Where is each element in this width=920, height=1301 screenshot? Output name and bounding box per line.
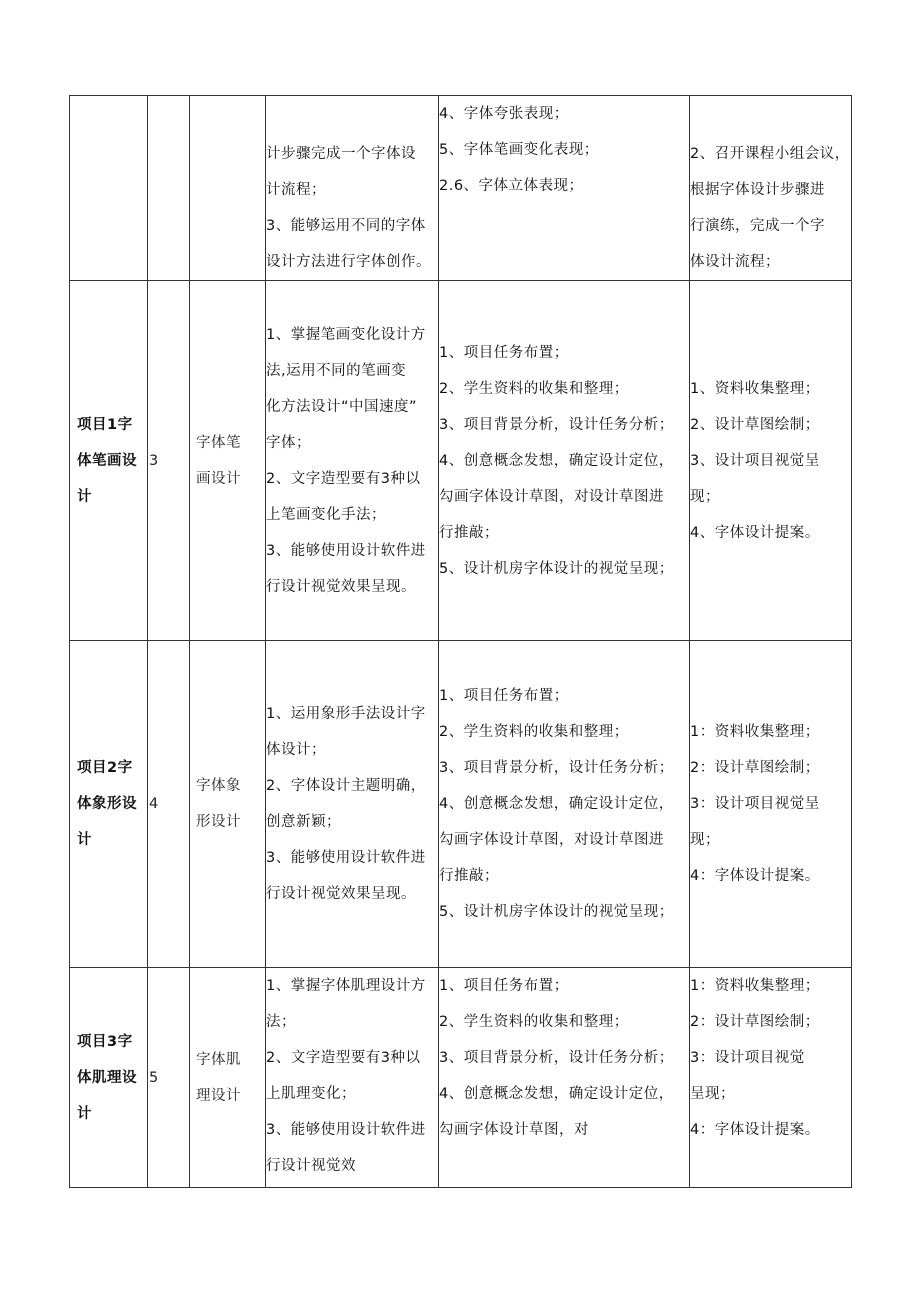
methods-cell-line: 2、召开课程小组会议， bbox=[690, 146, 850, 162]
project-name-cell bbox=[70, 96, 148, 281]
goals-cell-line: 3、能够使用设计软件进 bbox=[266, 850, 426, 866]
hours-cell: 3 bbox=[148, 281, 190, 641]
tasks-cell-line: 2.6、字体立体表现； bbox=[439, 178, 584, 194]
methods-cell-line: 3：设计项目视觉 bbox=[690, 1050, 805, 1066]
methods-cell-line: 现； bbox=[690, 488, 720, 505]
topic-cell: 字体笔画设计 bbox=[190, 281, 266, 641]
methods-cell-line: 呈现； bbox=[690, 1086, 735, 1102]
topic-cell bbox=[190, 96, 266, 281]
goals-cell-line: 体设计； bbox=[266, 742, 326, 758]
goals-cell-line: 化方法设计“中国速度” bbox=[266, 398, 418, 415]
methods-cell-line: 3：设计项目视觉呈 bbox=[690, 796, 820, 812]
topic-cell: 字体肌理设计 bbox=[190, 968, 266, 1188]
tasks-cell-line: 行推敲； bbox=[439, 524, 499, 541]
methods-cell-line: 1、资料收集整理； bbox=[690, 380, 820, 397]
table-body bbox=[70, 96, 852, 1188]
tasks-cell-line: 4、创意概念发想，确定设计定位， bbox=[439, 452, 674, 469]
topic-cell: 字体象形设计 bbox=[190, 641, 266, 968]
tasks-cell-line: 2、学生资料的收集和整理； bbox=[439, 380, 629, 397]
goals-cell-line: 1、掌握笔画变化设计方 bbox=[266, 326, 426, 343]
tasks-cell-line: 勾画字体设计草图，对 bbox=[439, 1122, 589, 1138]
tasks-cell-line: 2、学生资料的收集和整理； bbox=[439, 1014, 629, 1030]
goals-cell-line: 3、能够使用设计软件进 bbox=[266, 1122, 426, 1138]
goals-cell-line: 设计方法进行字体创作。 bbox=[266, 254, 431, 270]
tasks-cell-line: 2、学生资料的收集和整理； bbox=[439, 724, 629, 740]
methods-cell-line: 3、设计项目视觉呈 bbox=[690, 452, 820, 469]
goals-cell-line: 行设计视觉效 bbox=[266, 1158, 356, 1174]
tasks-cell-line: 勾画字体设计草图，对设计草图进 bbox=[439, 488, 664, 505]
methods-cell-line: 1：资料收集整理； bbox=[690, 978, 820, 994]
methods-cell-line: 2：设计草图绘制； bbox=[690, 1014, 820, 1030]
goals-cell-line: 行设计视觉效果呈现。 bbox=[266, 578, 416, 595]
table-row bbox=[70, 96, 852, 281]
tasks-cell-line: 5、字体笔画变化表现； bbox=[439, 142, 599, 158]
goals-cell bbox=[266, 281, 439, 641]
tasks-cell-line: 行推敲； bbox=[439, 868, 499, 884]
table-row bbox=[70, 641, 852, 968]
methods-cell-line: 2、设计草图绘制； bbox=[690, 416, 820, 433]
table-row bbox=[70, 281, 852, 641]
goals-cell-line: 上肌理变化； bbox=[266, 1086, 356, 1102]
hours-cell: 4 bbox=[148, 641, 190, 968]
goals-cell-line: 1、运用象形手法设计字 bbox=[266, 706, 426, 722]
tasks-cell bbox=[439, 96, 690, 281]
methods-cell bbox=[690, 641, 852, 968]
goals-cell-line: 字体； bbox=[266, 434, 311, 451]
tasks-cell-line: 3、项目背景分析，设计任务分析； bbox=[439, 416, 674, 433]
hours-cell bbox=[148, 96, 190, 281]
goals-cell-line: 2、字体设计主题明确， bbox=[266, 778, 426, 794]
goals-cell-line: 2、文字造型要有3种以 bbox=[266, 470, 421, 487]
goals-cell-line: 上笔画变化手法； bbox=[266, 506, 386, 523]
hours-cell: 5 bbox=[148, 968, 190, 1188]
goals-cell-line: 3、能够使用设计软件进 bbox=[266, 542, 426, 559]
methods-cell bbox=[690, 281, 852, 641]
methods-cell-line: 体设计流程； bbox=[690, 254, 780, 270]
goals-cell bbox=[266, 96, 439, 281]
goals-cell-line: 3、能够运用不同的字体 bbox=[266, 218, 426, 234]
methods-cell-line: 4、字体设计提案。 bbox=[690, 524, 820, 541]
methods-cell bbox=[690, 968, 852, 1188]
tasks-cell-line: 4、创意概念发想，确定设计定位， bbox=[439, 1086, 674, 1102]
goals-cell-line: 行设计视觉效果呈现。 bbox=[266, 886, 416, 902]
curriculum-table bbox=[69, 95, 852, 1188]
methods-cell-line: 4：字体设计提案。 bbox=[690, 1122, 820, 1138]
methods-cell-line: 根据字体设计步骤进 bbox=[690, 182, 825, 198]
tasks-cell bbox=[439, 641, 690, 968]
tasks-cell-line: 5、设计机房字体设计的视觉呈现； bbox=[439, 904, 674, 920]
goals-cell-line: 2、文字造型要有3种以 bbox=[266, 1050, 421, 1066]
goals-cell-line: 创意新颖； bbox=[266, 814, 341, 830]
tasks-cell-line: 1、项目任务布置； bbox=[439, 688, 569, 704]
goals-cell-line: 法； bbox=[266, 1014, 296, 1030]
tasks-cell-line: 1、项目任务布置； bbox=[439, 978, 569, 994]
tasks-cell-line: 5、设计机房字体设计的视觉呈现； bbox=[439, 560, 674, 577]
tasks-cell bbox=[439, 281, 690, 641]
goals-cell-line: 计流程； bbox=[266, 182, 326, 198]
goals-cell-line: 计步骤完成一个字体设 bbox=[266, 146, 416, 162]
goals-cell-line: 1、掌握字体肌理设计方 bbox=[266, 978, 426, 994]
tasks-cell-line: 4、字体夸张表现； bbox=[439, 106, 569, 122]
tasks-cell-line: 4、创意概念发想，确定设计定位， bbox=[439, 796, 674, 812]
goals-cell-line: 法,运用不同的笔画变 bbox=[266, 362, 407, 379]
project-name-cell: 项目1字体笔画设计 bbox=[70, 281, 148, 641]
methods-cell-line: 4：字体设计提案。 bbox=[690, 868, 820, 884]
methods-cell-line: 现； bbox=[690, 832, 720, 848]
methods-cell-line: 1：资料收集整理； bbox=[690, 724, 820, 740]
project-name-cell: 项目3字体肌理设计 bbox=[70, 968, 148, 1188]
tasks-cell-line: 3、项目背景分析，设计任务分析； bbox=[439, 760, 674, 776]
tasks-cell-line: 1、项目任务布置； bbox=[439, 344, 569, 361]
table-row bbox=[70, 968, 852, 1188]
tasks-cell bbox=[439, 968, 690, 1188]
goals-cell bbox=[266, 641, 439, 968]
tasks-cell-line: 3、项目背景分析，设计任务分析； bbox=[439, 1050, 674, 1066]
tasks-cell-line: 勾画字体设计草图，对设计草图进 bbox=[439, 832, 664, 848]
methods-cell-line: 行演练，完成一个字 bbox=[690, 218, 825, 234]
methods-cell-line: 2：设计草图绘制； bbox=[690, 760, 820, 776]
methods-cell bbox=[690, 96, 852, 281]
project-name-cell: 项目2字体象形设计 bbox=[70, 641, 148, 968]
goals-cell bbox=[266, 968, 439, 1188]
